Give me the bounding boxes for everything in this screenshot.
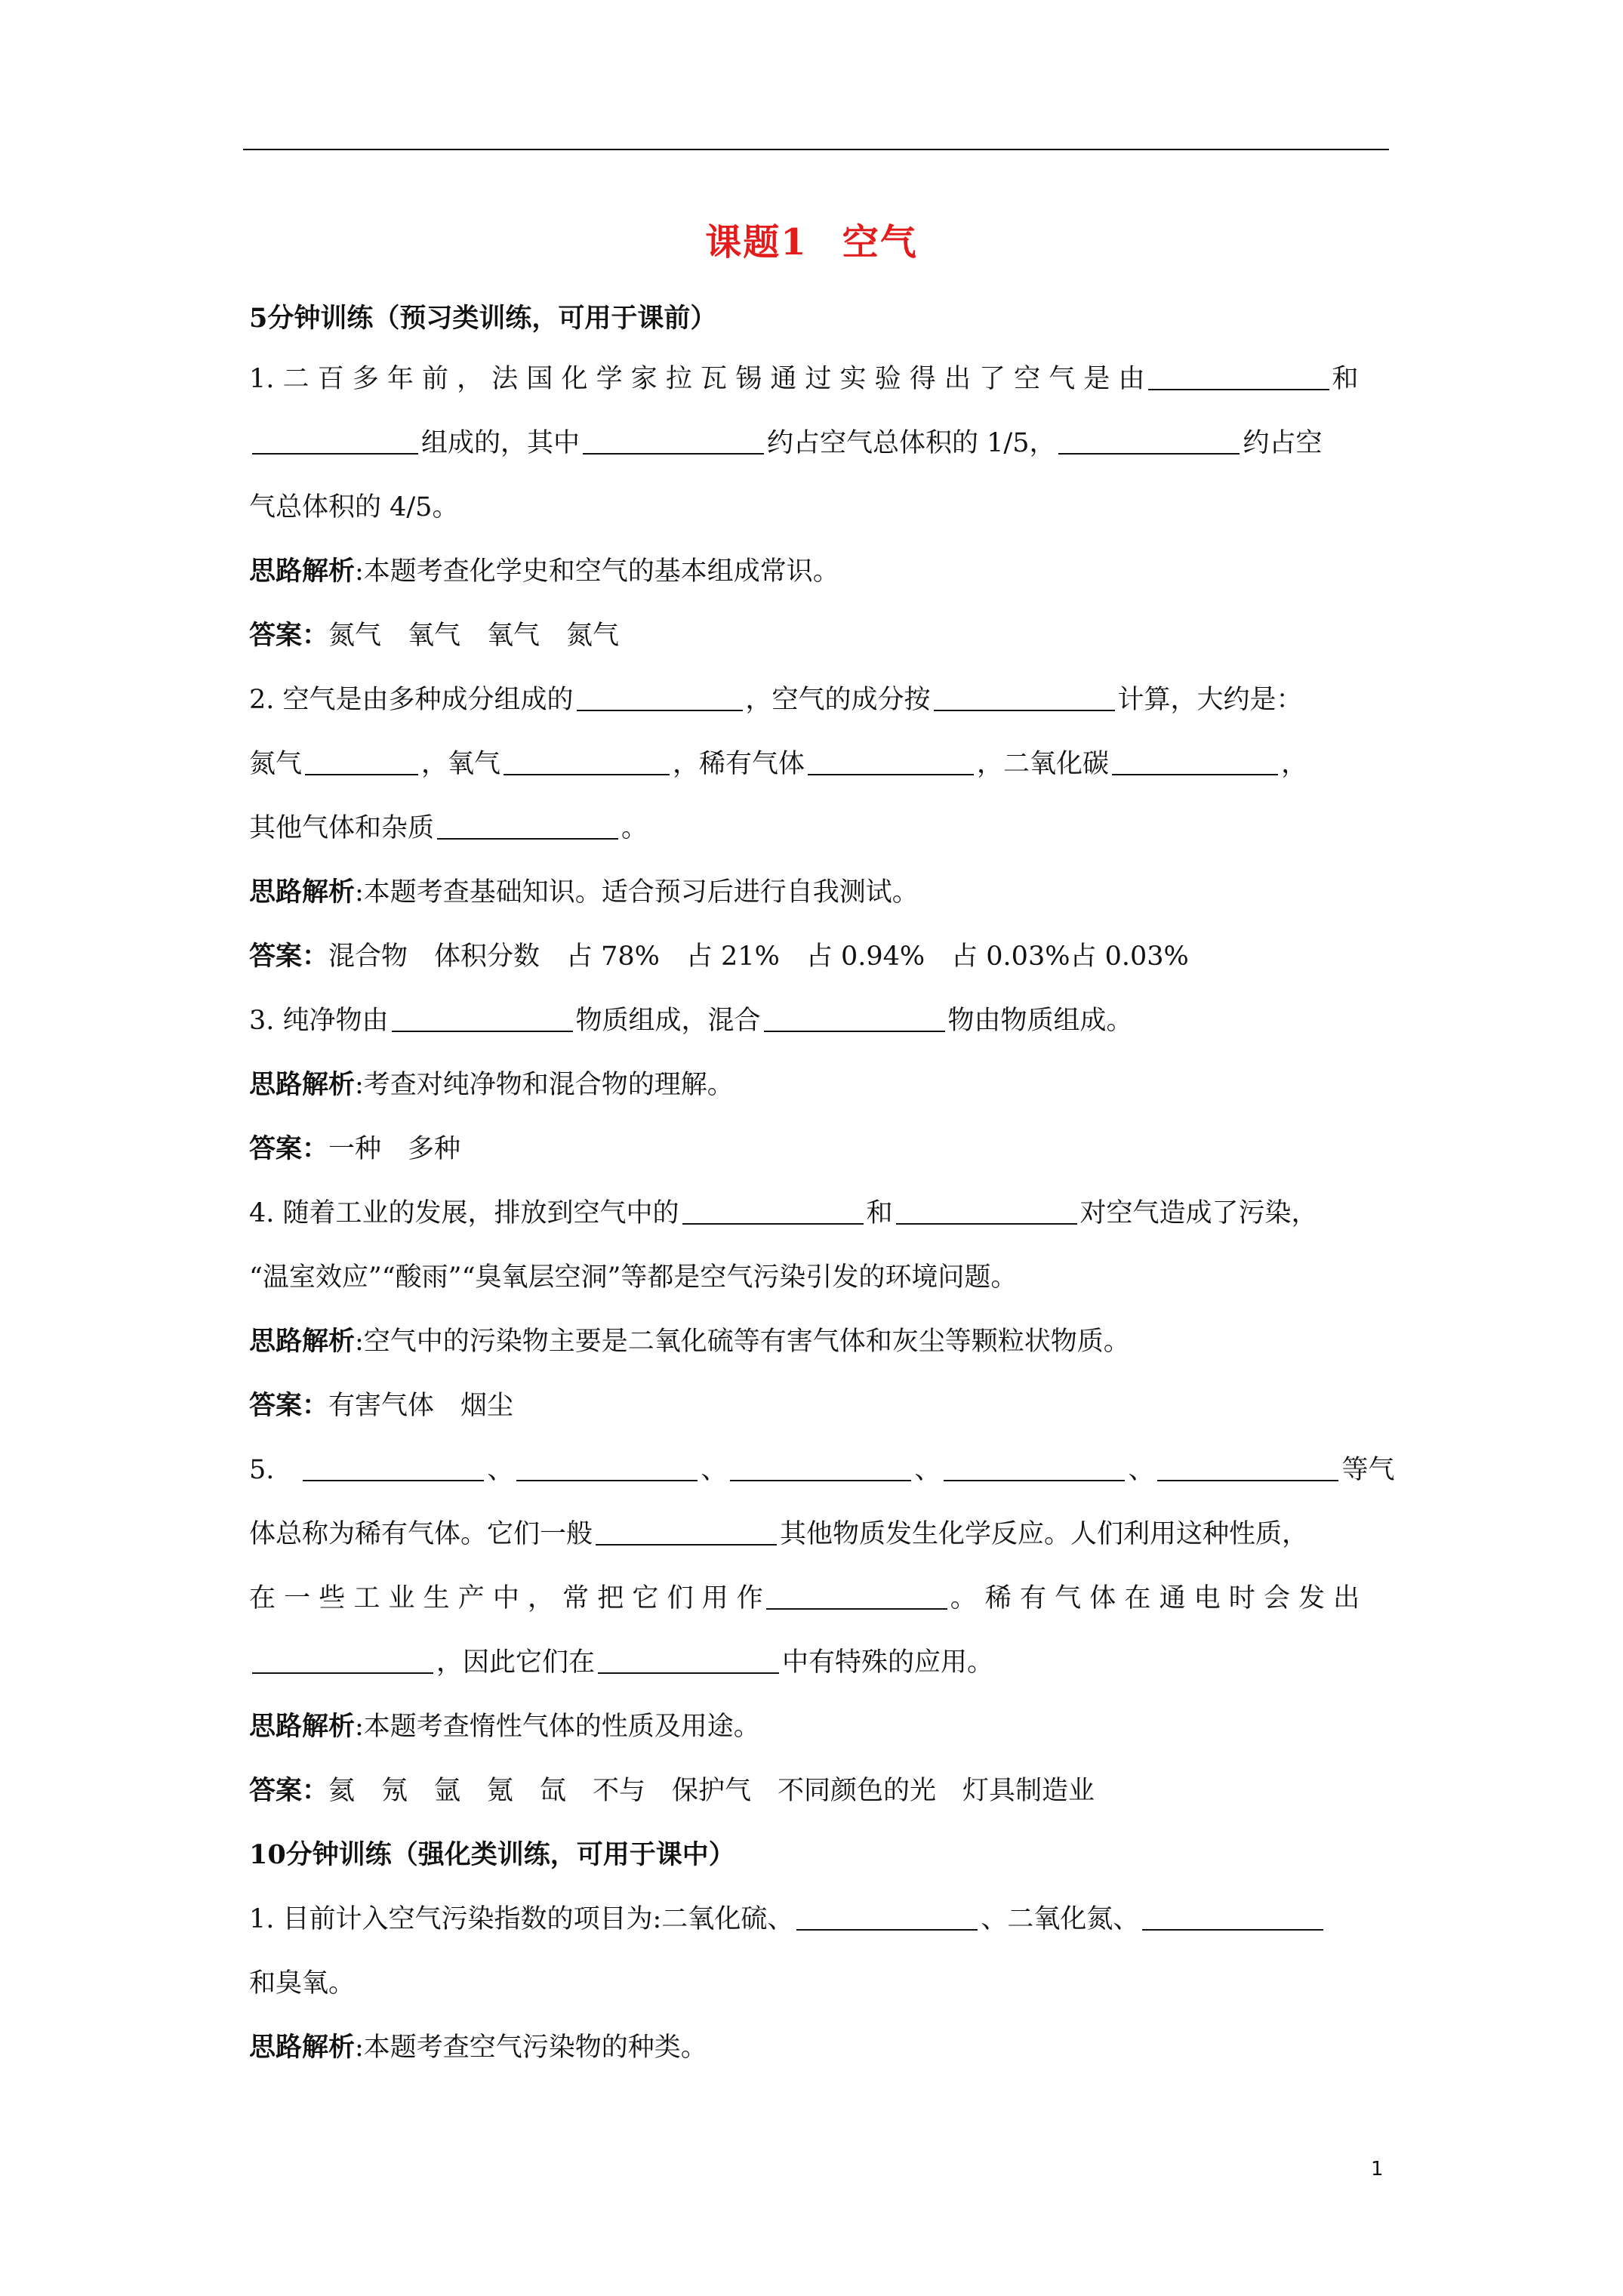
- question-line: 1. 目前计入空气污染指数的项目为:二氧化硫、 、二氧化氮、: [249, 1897, 1389, 1942]
- answer-blank[interactable]: [303, 1450, 484, 1481]
- question-line: 在 一 些 工 业 生 产 中 ， 常 把 它 们 用 作 。 稀 有 气 体 在 通 电 时 会 发 出: [249, 1576, 1389, 1621]
- analysis-line: 思路解析:空气中的污染物主要是二氧化硫等有害气体和灰尘等颗粒状物质。: [249, 1326, 1130, 1357]
- question-line: 氮气 ，氧气 ，稀有气体 ，二氧化碳 ，: [249, 741, 1389, 787]
- question-line: 3. 纯净物由 物质组成，混合 物由物质组成。: [249, 998, 1389, 1043]
- question-line: 其他气体和杂质 。: [249, 806, 1389, 851]
- answer-line: 答案：一种 多种: [249, 1133, 461, 1164]
- answer-blank[interactable]: [730, 1450, 911, 1481]
- answer-blank[interactable]: [583, 423, 764, 455]
- question-line: 4. 随着工业的发展，排放到空气中的 和 对空气造成了污染，: [249, 1191, 1389, 1236]
- section-heading: 10分钟训练（强化类训练，可用于课中）: [249, 1839, 735, 1870]
- answer-blank[interactable]: [1148, 359, 1329, 390]
- answer-line: 答案：混合物 体积分数 占 78% 占 21% 占 0.94% 占 0.03%占 0.03%: [249, 941, 1189, 972]
- analysis-line: 思路解析:本题考查惰性气体的性质及用途。: [249, 1711, 760, 1742]
- answer-blank[interactable]: [577, 680, 743, 711]
- question-line: “温室效应”“酸雨”“臭氧层空洞”等都是空气污染引发的环境问题。: [249, 1262, 1018, 1293]
- answer-line: 答案：有害气体 烟尘: [249, 1390, 514, 1421]
- answer-blank[interactable]: [596, 1514, 777, 1546]
- question-line: 体总称为稀有气体。它们一般 其他物质发生化学反应。人们利用这种性质，: [249, 1512, 1389, 1557]
- question-line: 5. 、 、 、 、 等气: [249, 1447, 1389, 1493]
- answer-line: 答案：氮气 氧气 氧气 氮气: [249, 620, 620, 651]
- answer-blank[interactable]: [682, 1193, 864, 1225]
- question-line: 和臭氧。: [249, 1968, 356, 1999]
- page-number: 1: [1371, 2158, 1384, 2180]
- answer-blank[interactable]: [1142, 1899, 1323, 1931]
- answer-blank[interactable]: [252, 423, 418, 455]
- title-topic: 空气: [842, 221, 918, 264]
- answer-blank[interactable]: [1112, 744, 1278, 775]
- question-line: 气总体积的 4/5。: [249, 492, 459, 522]
- analysis-line: 思路解析:本题考查空气污染物的种类。: [249, 2032, 707, 2063]
- answer-line: 答案：氦 氖 氩 氪 氙 不与 保护气 不同颜色的光 灯具制造业: [249, 1775, 1095, 1806]
- answer-blank[interactable]: [392, 1000, 573, 1032]
- answer-blank[interactable]: [1157, 1450, 1338, 1481]
- answer-blank[interactable]: [764, 1000, 945, 1032]
- header-rule: [243, 149, 1389, 150]
- answer-blank[interactable]: [437, 808, 618, 840]
- answer-blank[interactable]: [766, 1578, 947, 1610]
- title-number: 课题1: [705, 221, 808, 264]
- answer-blank[interactable]: [808, 744, 974, 775]
- question-line: 组成的，其中 约占空气总体积的 1/5， 约占空: [249, 421, 1389, 466]
- answer-blank[interactable]: [944, 1450, 1125, 1481]
- page-title: [0, 213, 1623, 265]
- question-line: ，因此它们在 中有特殊的应用。: [249, 1640, 1389, 1685]
- answer-blank[interactable]: [934, 680, 1115, 711]
- answer-blank[interactable]: [252, 1642, 433, 1674]
- answer-blank[interactable]: [598, 1642, 779, 1674]
- answer-blank[interactable]: [1058, 423, 1240, 455]
- question-line: 2. 空气是由多种成分组成的 ，空气的成分按 计算，大约是：: [249, 677, 1389, 723]
- answer-blank[interactable]: [305, 744, 418, 775]
- answer-blank[interactable]: [516, 1450, 698, 1481]
- analysis-line: 思路解析:本题考查化学史和空气的基本组成常识。: [249, 556, 839, 587]
- analysis-line: 思路解析:本题考查基础知识。适合预习后进行自我测试。: [249, 877, 919, 908]
- answer-blank[interactable]: [796, 1899, 978, 1931]
- answer-blank[interactable]: [896, 1193, 1077, 1225]
- section-heading: 5分钟训练（预习类训练，可用于课前）: [249, 303, 717, 334]
- analysis-line: 思路解析:考查对纯净物和混合物的理解。: [249, 1069, 734, 1100]
- question-line: 1. 二 百 多 年 前 ， 法 国 化 学 家 拉 瓦 锡 通 过 实 验 得 出 了 空 气 是 由 和: [249, 356, 1389, 402]
- answer-blank[interactable]: [504, 744, 670, 775]
